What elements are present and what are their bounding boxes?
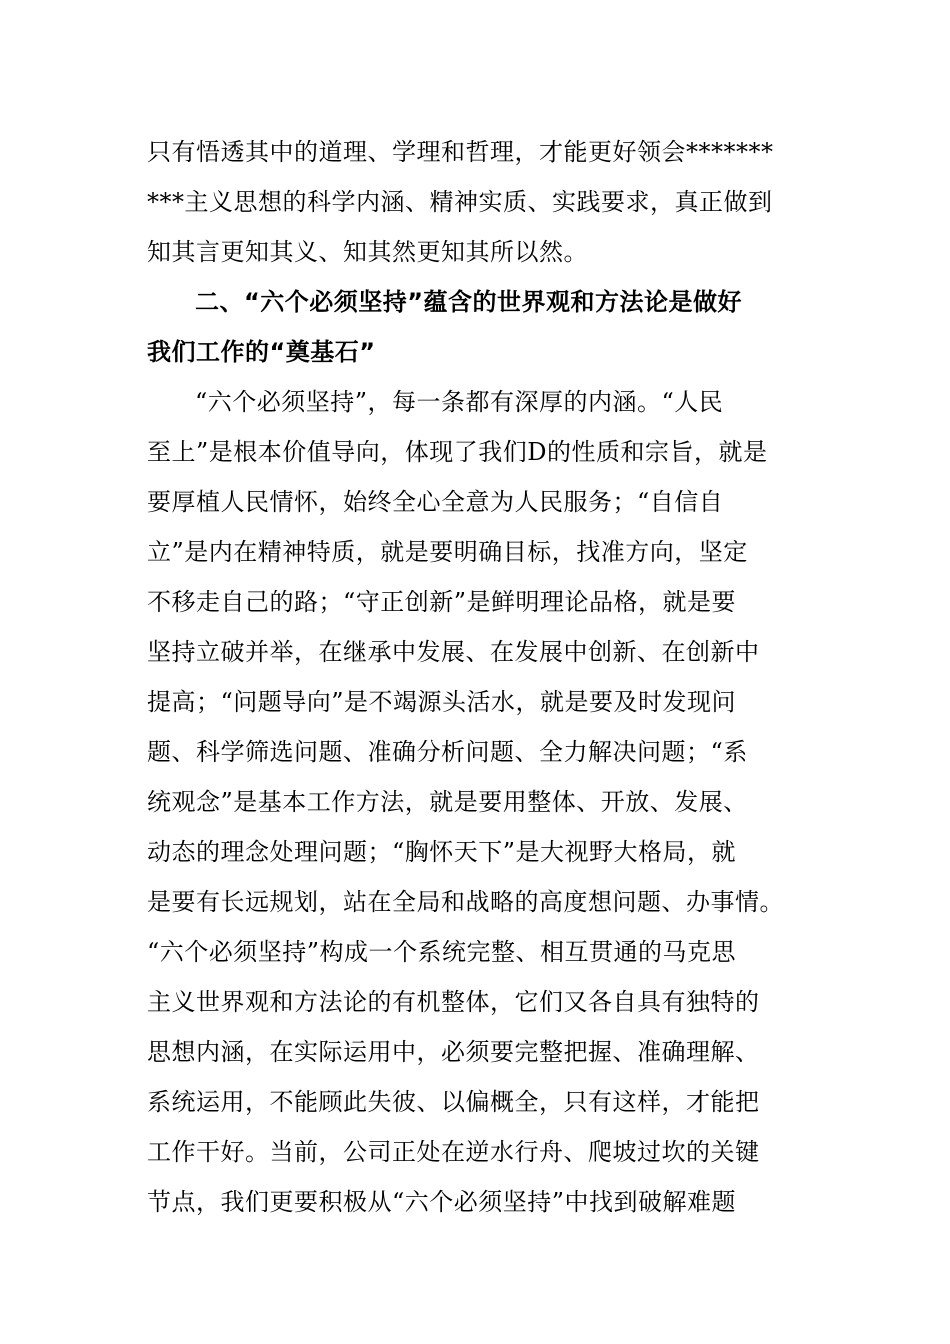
text-line: 立”是内在精神特质，就是要明确目标，找准方向，坚定 bbox=[147, 538, 748, 566]
text-line: 知其言更知其义、知其然更知其所以然。 bbox=[147, 238, 588, 266]
text-line: 要厚植人民情怀，始终全心全意为人民服务；“自信自 bbox=[147, 488, 724, 516]
text-line: 统观念”是基本工作方法，就是要用整体、开放、发展、 bbox=[147, 788, 748, 816]
text-line: 是要有长远规划，站在全局和战略的高度想问题、办事情。 bbox=[147, 888, 784, 916]
text-line: ***主义思想的科学内涵、精神实质、实践要求，真正做到 bbox=[147, 188, 773, 216]
section-heading bbox=[147, 277, 812, 377]
text-line: 系统运用，不能顾此失彼、以偏概全，只有这样，才能把 bbox=[147, 1088, 760, 1116]
text-line: 工作干好。当前，公司正处在逆水行舟、爬坡过坎的关键 bbox=[147, 1138, 760, 1166]
text-line: 只有悟透其中的道理、学理和哲理，才能更好领会******* bbox=[147, 138, 774, 166]
text-line: 至上”是根本价值导向，体现了我们D的性质和宗旨，就是 bbox=[147, 438, 768, 466]
text-line: 不移走自己的路；“守正创新”是鲜明理论品格，就是要 bbox=[147, 588, 737, 616]
text-line: 主义世界观和方法论的有机整体，它们又各自具有独特的 bbox=[147, 988, 760, 1016]
body-paragraph bbox=[147, 377, 812, 1227]
text-line: 动态的理念处理问题；“胸怀天下”是大视野大格局，就 bbox=[147, 838, 737, 866]
text-line: 节点，我们更要积极从“六个必须坚持”中找到破解难题 bbox=[147, 1188, 737, 1216]
heading-line: 我们工作的“奠基石” bbox=[147, 338, 376, 366]
document-body bbox=[147, 127, 812, 1227]
text-line: “六个必须坚持”，每一条都有深厚的内涵。“人民 bbox=[195, 388, 724, 416]
text-line: 思想内涵，在实际运用中，必须要完整把握、准确理解、 bbox=[147, 1038, 760, 1066]
text-line: 坚持立破并举，在继承中发展、在发展中创新、在创新中 bbox=[147, 638, 760, 666]
heading-line: 二、“六个必须坚持”蕴含的世界观和方法论是做好 bbox=[195, 288, 743, 316]
text-line: 提高；“问题导向”是不竭源头活水，就是要及时发现问 bbox=[147, 688, 737, 716]
text-line: 题、科学筛选问题、准确分析问题、全力解决问题；“系 bbox=[147, 738, 748, 766]
intro-paragraph bbox=[147, 127, 812, 277]
text-line: “六个必须坚持”构成一个系统完整、相互贯通的马克思 bbox=[147, 938, 737, 966]
